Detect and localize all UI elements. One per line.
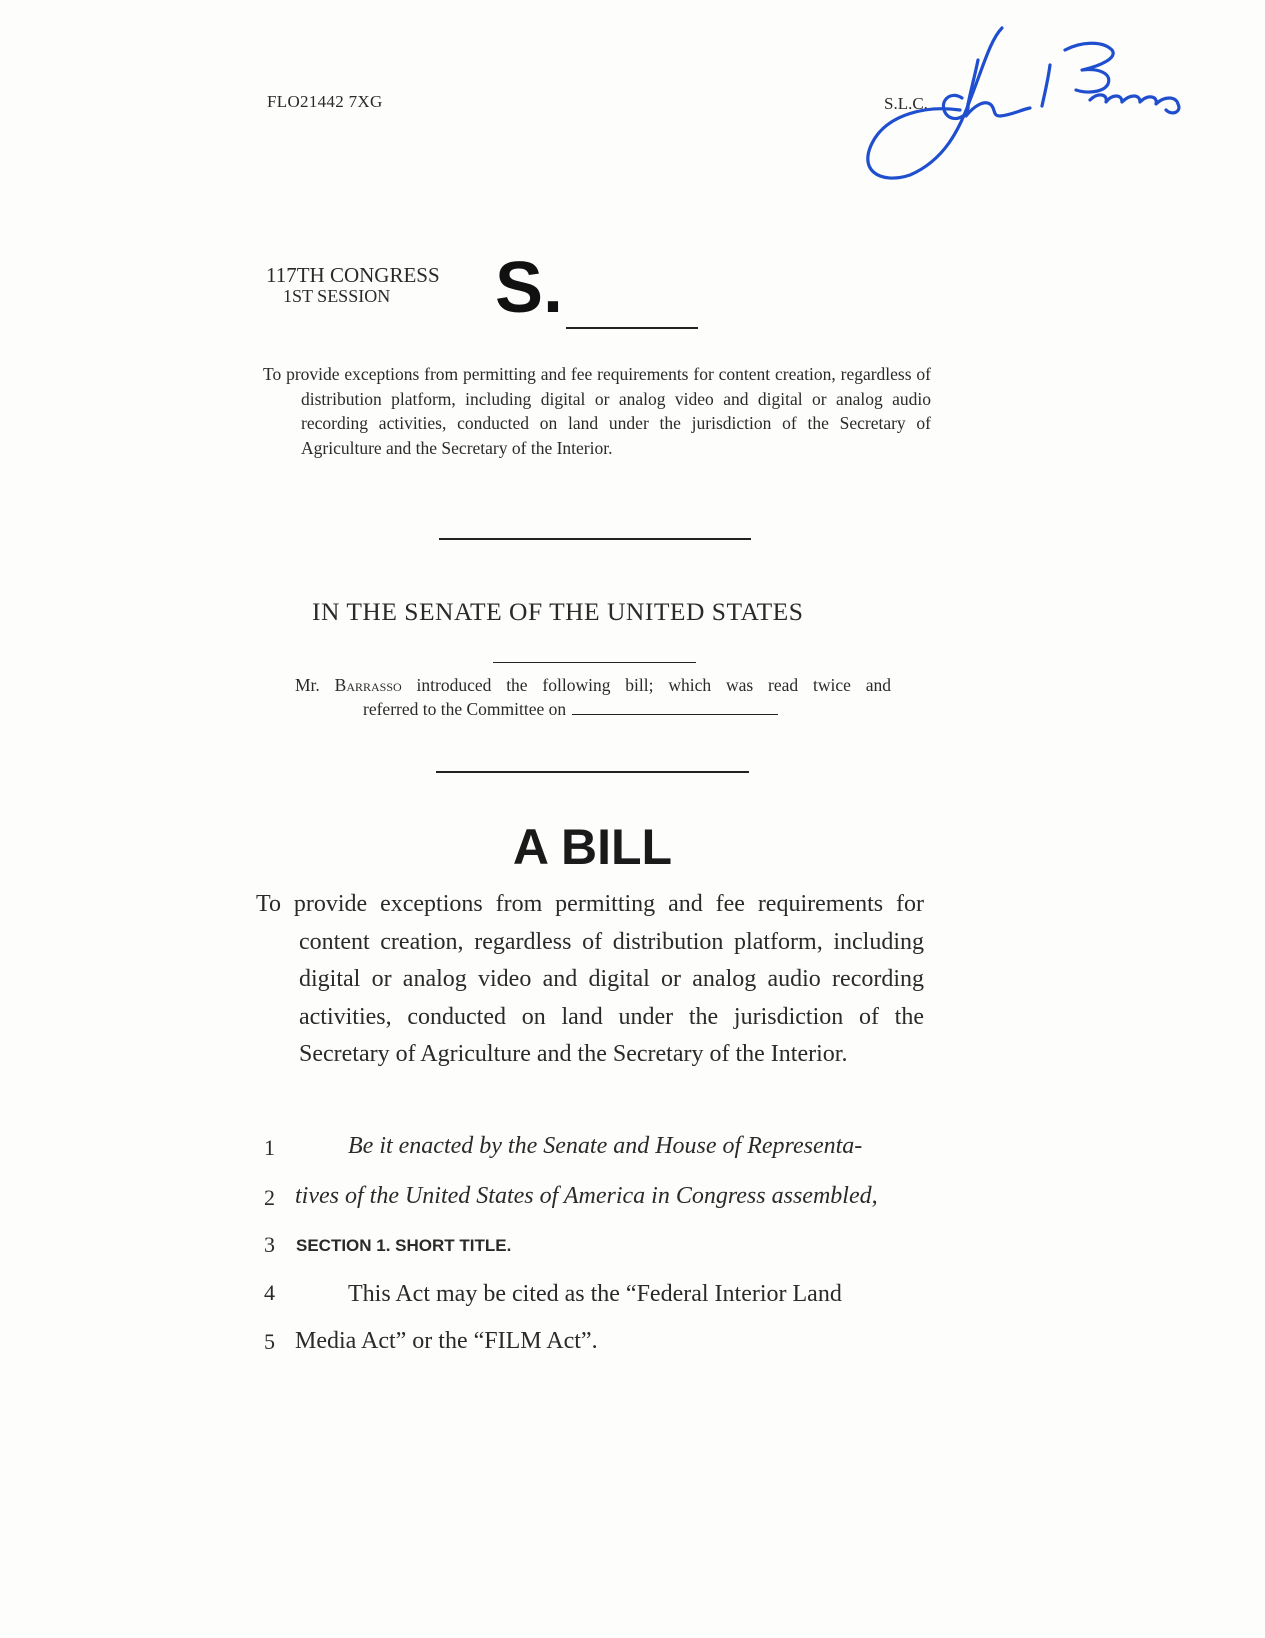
line-number: 2 (264, 1185, 275, 1210)
signature-image (850, 20, 1210, 190)
enacting-clause-line: Be it enacted by the Senate and House of Representa- (348, 1133, 863, 1159)
enacting-clause-line: tives of the United States of America in Congress assembled, (295, 1183, 878, 1209)
bill-title: A BILL (512, 819, 673, 875)
document-id: FLO21442 7XG (267, 92, 383, 111)
introduction-line-1 (295, 673, 891, 697)
sponsor-name: Barrasso (334, 675, 402, 695)
long-purpose-statement: To provide exceptions from permitting and fee requirements for content creation, regardless of distribution platform, including digital or analog video and digital or analog audio recording activities, conducted on land under the jurisdiction of the Secretary of Agriculture and the Secretary of the Interior. (256, 891, 924, 1067)
introduction-line-1-rest: introduced the following bill; which was read twice and (401, 675, 891, 695)
introduction-statement (295, 673, 891, 721)
congress-label: 117TH CONGRESS (266, 263, 440, 287)
bill-number-blank (566, 327, 698, 329)
short-title-line: This Act may be cited as the “Federal Interior Land (348, 1281, 842, 1307)
line-number: 1 (264, 1135, 275, 1160)
slc-mark: S.L.C. (884, 94, 928, 113)
divider-rule (439, 538, 751, 540)
introduction-line-2 (295, 697, 891, 721)
section-heading: SECTION 1. SHORT TITLE. (296, 1236, 512, 1255)
line-number: 4 (264, 1280, 275, 1305)
line-number: 5 (264, 1329, 275, 1354)
line-number: 3 (264, 1232, 275, 1257)
sponsor-prefix: Mr. (295, 675, 335, 695)
divider-rule (436, 771, 749, 773)
short-purpose-statement: To provide exceptions from permitting and fee requirements for content creation, regardless of distribution platform, including digital or analog video and digital or analog audio recording activities, conducted on land under the jurisdiction of the Secretary of Agriculture and the Secretary of the Interior. (263, 364, 931, 458)
short-divider-rule (493, 662, 696, 663)
bill-prefix: S. (495, 248, 564, 328)
senate-heading: IN THE SENATE OF THE UNITED STATES (312, 597, 804, 626)
committee-text: referred to the Committee on (363, 699, 567, 719)
short-title-line: Media Act” or the “FILM Act”. (295, 1328, 598, 1354)
committee-blank (572, 700, 778, 715)
session-label: 1ST SESSION (283, 286, 391, 306)
